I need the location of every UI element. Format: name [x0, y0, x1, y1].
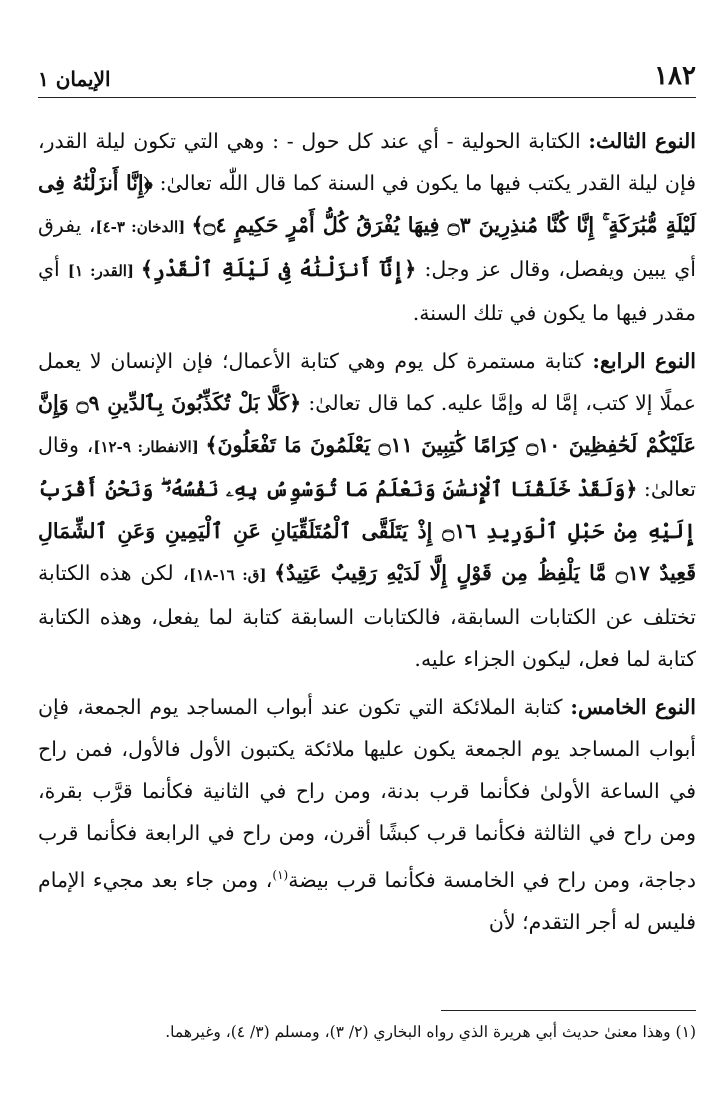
quran-verse: ﴿كَلَّا بَلْ تُكَذِّبُونَ بِٱلدِّينِ ۝٩ وَإِنَّ عَلَيْكُمْ لَحَٰفِظِينَ ۝١٠ كِرَامًا كَٰتِبِينَ ۝١١ يَعْلَمُونَ مَا تَفْعَلُونَ﴾	[38, 391, 696, 457]
footnote-marker[interactable]: (١)	[272, 868, 289, 882]
body-text: كتابة مستمرة كل يوم وهي كتابة الأعمال؛ فإن الإنسان لا يعمل عملًا إلا كتب، إمَّا له وإمَّا عليه. كما قال تعالىٰ:	[38, 349, 696, 415]
header-title: الإيمان ١	[38, 67, 111, 91]
quran-verse: ﴿وَلَقَدْ خَلَقْنَا ٱلْإِنسَٰنَ وَنَعْلَمُ مَا تُوَسْوِسُ بِهِۦ نَفْسُهُۥ ۖ وَنَحْنُ أَقْرَبُ إِلَيْهِ مِنْ حَبْلِ ٱلْوَرِيدِ ۝١٦ إِذْ يَتَلَقَّى ٱلْمُتَلَقِّيَانِ عَنِ ٱلْيَمِينِ وَعَنِ ٱلشِّمَالِ قَعِيدٌ ۝١٧ مَّا يَلْفِظُ مِن قَوْلٍ إِلَّا لَدَيْهِ رَقِيبٌ عَتِيدٌ﴾	[38, 477, 696, 585]
body-text: ، لكن هذه الكتابة تختلف عن الكتابات السابقة، فالكتابات السابقة كتابة لما يفعل، وهذه الكتابة كتابة لما فعل، ليكون الجزاء عليه.	[38, 561, 696, 671]
body-text: ، وقال تعالىٰ:	[38, 433, 696, 501]
section-label: النوع الخامس:	[570, 695, 696, 719]
verse-reference: [القدر: ١]	[67, 262, 141, 280]
body-text: الكتابة الحولية - أي عند كل حول - : وهي التي تكون ليلة القدر، فإن ليلة القدر يكتب فيها ما يكون في السنة كما قال اللّٰه تعالىٰ:	[38, 129, 696, 195]
paragraph-fifth-type	[38, 686, 696, 943]
verse-reference: [الدخان: ٣-٤]	[95, 218, 192, 236]
body-text: ، يفرق أي يبين ويفصل، وقال عز وجل:	[38, 213, 696, 281]
section-label: النوع الرابع:	[592, 349, 696, 373]
paragraph-fourth-type	[38, 340, 696, 680]
page-body	[38, 120, 696, 949]
quran-verse: ﴿إِنَّا أَنزَلْنَٰهُ فِى لَيْلَةٍ مُّبَٰرَكَةٍ ۚ إِنَّا كُنَّا مُنذِرِينَ ۝٣ فِيهَا يُفْرَقُ كُلُّ أَمْرٍ حَكِيمٍ ۝٤﴾	[38, 171, 696, 237]
verse-reference: [ق: ١٦-١٨]	[189, 566, 275, 584]
body-text: كتابة الملائكة التي تكون عند أبواب المساجد يوم الجمعة، فإن أبواب المساجد يوم الجمعة يكون عليها ملائكة يكتبون الأول فالأول، فمن راح في الساعة الأولىٰ فكأنما قرب بدنة، ومن راح في الثانية فكأنما قرَّب بقرة، ومن راح في الثالثة فكأنما قرب كبشًا أقرن، ومن راح في الرابعة فكأنما قرب دجاجة، ومن راح في الخامسة فكأنما قرب بيضة	[38, 695, 697, 892]
section-label: النوع الثالث:	[588, 129, 696, 153]
footnote-divider	[441, 1010, 696, 1011]
body-text: ، ومن جاء بعد مجيء الإمام فليس له أجر التقدم؛ لأن	[38, 867, 696, 934]
quran-verse: ﴿إِنَّآ أَنزَلْنَٰهُ فِى لَيْلَةِ ٱلْقَدْرِ﴾	[140, 257, 417, 281]
running-header	[38, 58, 696, 98]
paragraph-third-type	[38, 120, 696, 334]
footnote: (١) وهذا معنىٰ حديث أبي هريرة الذي رواه البخاري (٢/ ٣)، ومسلم (٣/ ٤)، وغيرهما.	[165, 1023, 696, 1041]
verse-reference: [الانفطار: ٩-١٢]	[93, 438, 206, 456]
page-number: ١٨٢	[654, 61, 696, 91]
body-text: أي مقدر فيها ما يكون في تلك السنة.	[38, 257, 696, 325]
